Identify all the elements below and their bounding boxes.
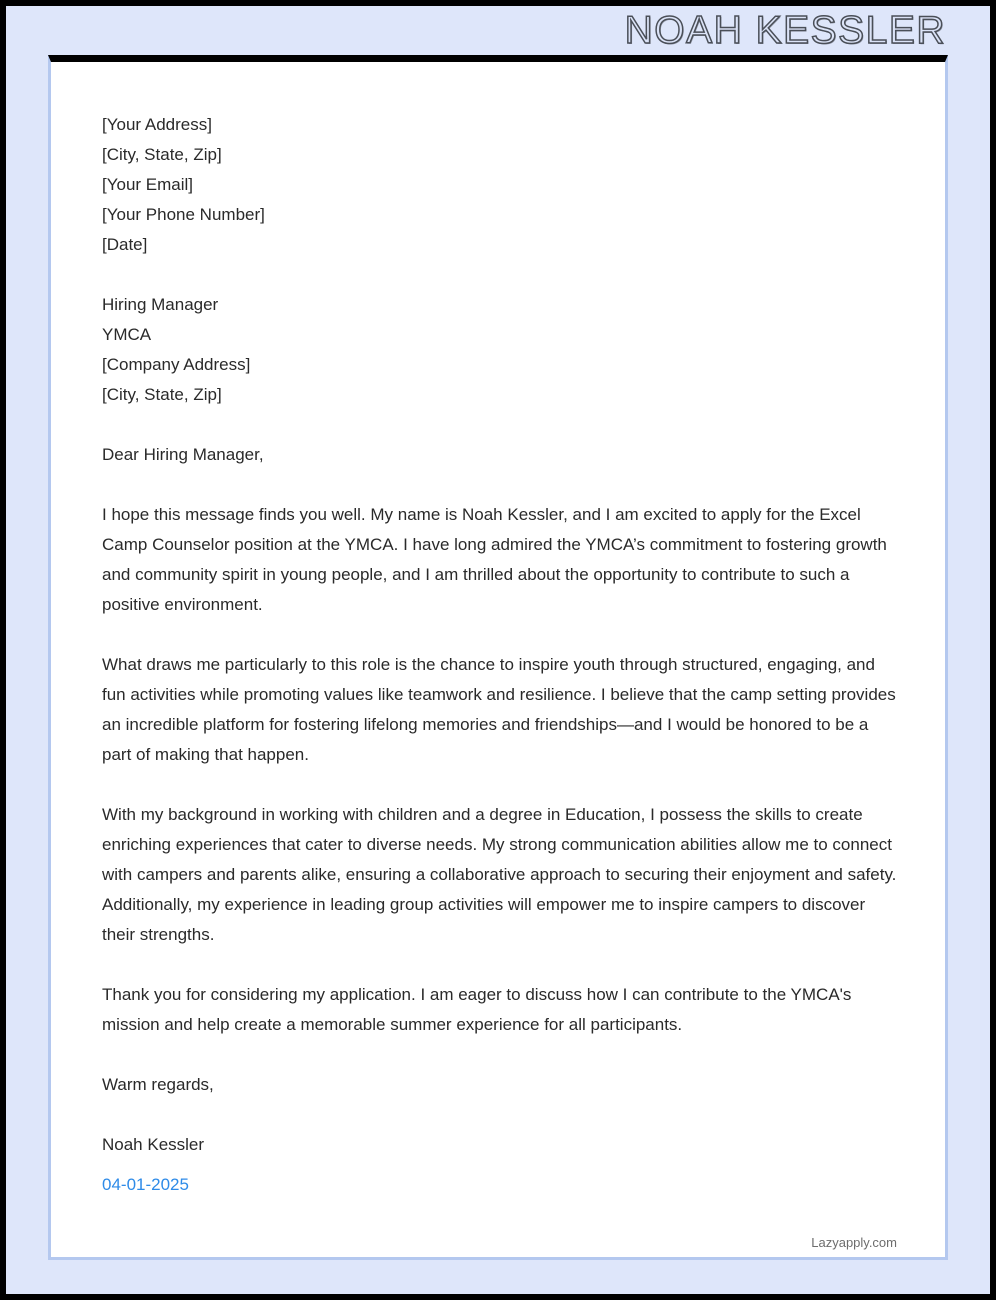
body-paragraph: What draws me particularly to this role is the chance to inspire youth through structured, engaging, and fun activities while promoting values like teamwork and resilience. I believe that the camp setting provides an incredible platform for fostering lifelong memories and friendships—and I would be honored to be a part of making that happen.: [102, 655, 896, 764]
body-paragraph: I hope this message finds you well. My name is Noah Kessler, and I am excited to apply for the Excel Camp Counselor position at the YMCA. I have long admired the YMCA’s commitment to fostering growth and community spirit in young people, and I am thrilled about the opportunity to contribute to such a positive environment.: [102, 505, 887, 614]
letterhead-header: [6, 6, 990, 55]
recipient-address-line: YMCA: [102, 325, 152, 344]
recipient-address-line: [City, State, Zip]: [102, 385, 222, 404]
sender-address-line: [Your Address]: [102, 115, 212, 134]
letter-body: [51, 62, 945, 1257]
page-title: NOAH KESSLER: [624, 9, 946, 52]
footer-brand-watermark: Lazyapply.com: [811, 1235, 897, 1250]
recipient-address-line: Hiring Manager: [102, 295, 219, 314]
recipient-address-block: [102, 290, 897, 410]
document-canvas: [6, 6, 990, 1294]
signature-name: Noah Kessler: [102, 1135, 205, 1154]
sender-address-line: [Your Email]: [102, 175, 194, 194]
letter-card: [48, 55, 948, 1260]
sender-address-line: [Date]: [102, 235, 148, 254]
signature-date: 04-01-2025: [102, 1175, 189, 1194]
body-paragraph: Thank you for considering my application. I am eager to discuss how I can contribute to the YMCA's mission and help create a memorable summer experience for all participants.: [102, 985, 852, 1034]
body-paragraph: With my background in working with children and a degree in Education, I possess the skills to create enriching experiences that cater to diverse needs. My strong communication abilities allow me to connect with campers and parents alike, ensuring a collaborative approach to securing their enjoyment and safety. Additionally, my experience in leading group activities will empower me to inspire campers to discover their strengths.: [102, 805, 897, 944]
salutation: Dear Hiring Manager,: [102, 445, 264, 464]
sender-address-block: [102, 110, 897, 260]
sender-address-line: [City, State, Zip]: [102, 145, 222, 164]
recipient-address-line: [Company Address]: [102, 355, 251, 374]
closing-salutation: Warm regards,: [102, 1075, 214, 1094]
sender-address-line: [Your Phone Number]: [102, 205, 265, 224]
